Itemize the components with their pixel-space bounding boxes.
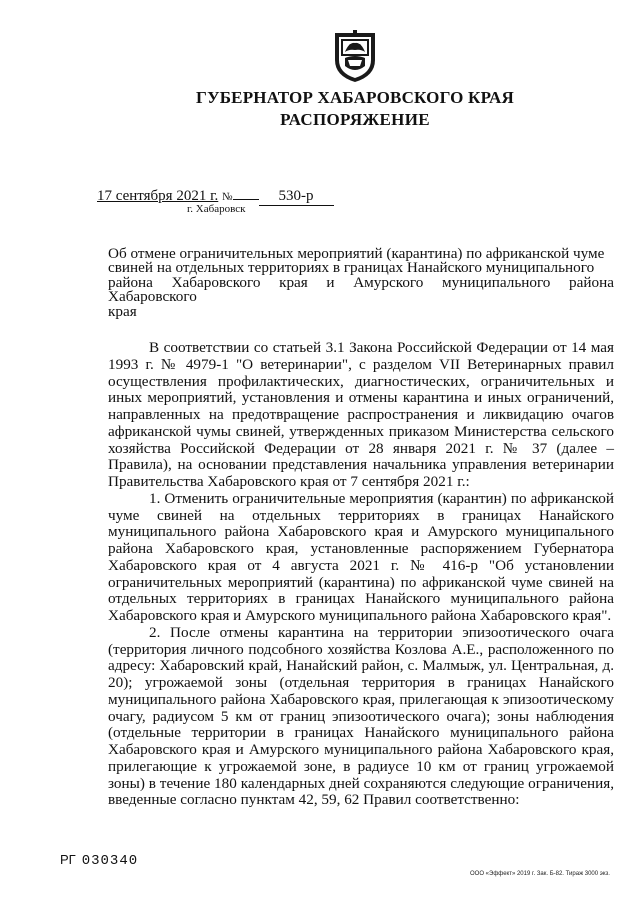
body-paragraph-item-2: 2. После отмены карантина на территории эпизоотического очага (территория личного подсобного хозяйства Козлова А.Е., расположенного по адресу: Хабаровский край, Нанайский район, с. Малмыж, ул. Центральная, д. 20); угрожаемой зоны (отдельная территория в границах Нанайского муниципального района Хабаровского края, прилегающая к эпизоотическому очагу, радиусом 5 км от границ эпизоотического очага); зоны наблюдения (отдельные территории в границах Нанайского муниципального района Хабаровского края и Амурского муниципального района Хабаровского края, прилегающие к угрожаемой зоне, в радиусе 10 км от границ угрожаемой зоны) в течение 180 календарных дней сохраняются следующие ограничения, введенные согласно пунктам 42, 59, 62 Правил соответственно: [108, 623, 614, 809]
document-number: 530-р [259, 188, 334, 206]
coat-of-arms-icon [331, 30, 379, 84]
subject-line: Об отмене ограничительных мероприятий (карантина) по африканской чуме [108, 245, 605, 262]
issue-city: г. Хабаровск [187, 203, 246, 215]
document-date: 17 сентября 2021 г. [97, 188, 219, 204]
number-blank-line [233, 185, 259, 200]
subject-line: района Хабаровского края и Амурского муниципального района Хабаровского [108, 273, 614, 306]
subject-line: края [108, 302, 137, 320]
issuer-title: ГУБЕРНАТОР ХАБАРОВСКОГО КРАЯ [196, 88, 514, 107]
form-serial-value: 030340 [81, 853, 139, 869]
form-serial-prefix: РГ [60, 852, 76, 867]
subject-line: свиней на отдельных территориях в границах Нанайского муниципального [108, 259, 595, 277]
body-paragraph-item-1: 1. Отменить ограничительные мероприятия (карантин) по африканской чуме свиней на отдельных территориях в границах Нанайского муниципального района Хабаровского края и Амурского муниципального района Хабаровского края, установленные распоряжением Губернатора Хабаровского края от 4 августа 2021 г. № 416-р "Об установлении ограничительных мероприятий (карантина) по африканской чуме свиней на отдельных территориях в границах Нанайского муниципального района Хабаровского края и Амурского муниципального района Хабаровского края". [108, 489, 614, 624]
printer-imprint: ООО «Эффект» 2019 г. Зак. Б-82. Тираж 3000 экз. [470, 871, 610, 877]
body-paragraph-preamble: В соответствии со статьей 3.1 Закона Российской Федерации от 14 мая 1993 г. № 4979-1 "О ветеринарии", с разделом VII Ветеринарных правил осуществления профилактических, диагностических, ограничительных и иных мероприятий, установления и отмены карантина и иных ограничений, направленных на предотвращение распространения и ликвидацию очагов африканской чумы свиней, утвержденных приказом Министерства сельского хозяйства Российской Федерации от 28 января 2021 г. № 37 (далее – Правила), на основании представления начальника управления ветеринарии Правительства Хабаровского края от 7 сентября 2021 г.: [108, 339, 614, 490]
form-serial-number [60, 852, 138, 869]
document-subject [108, 247, 614, 319]
document-body [108, 340, 614, 809]
document-type: РАСПОРЯЖЕНИЕ [280, 110, 430, 129]
number-sign: № [222, 191, 233, 203]
